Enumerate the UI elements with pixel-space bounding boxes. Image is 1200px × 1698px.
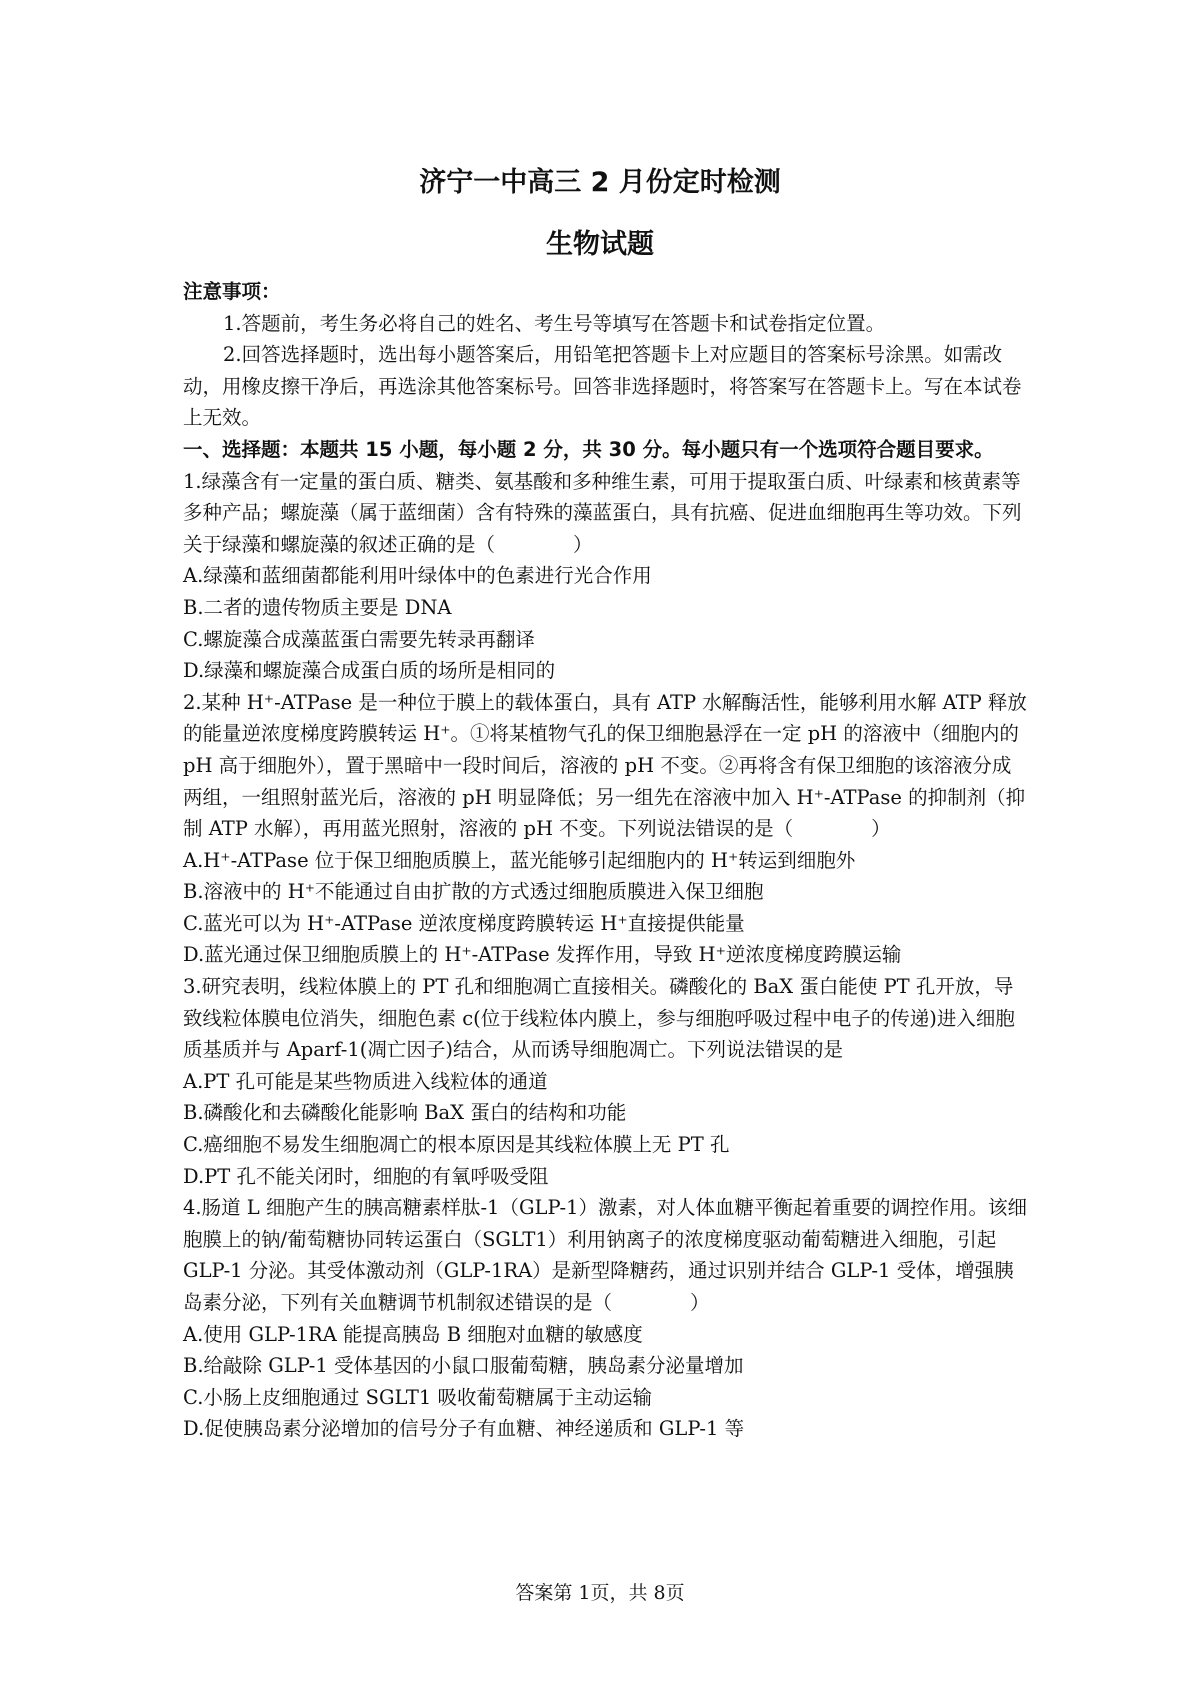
question-stem: 1.绿藻含有一定量的蛋白质、糖类、氨基酸和多种维生素，可用于提取蛋白质、叶绿素和核黄素等多种产品；螺旋藻（属于蓝细菌）含有特殊的藻蓝蛋白，具有抗癌、促进血细胞再生等功效。下列关于绿藻和螺旋藻的叙述正确的是（ ） xyxy=(183,469,1022,556)
notice-heading: 注意事项： xyxy=(183,280,281,303)
notice-item-2: 2.回答选择题时，选出每小题答案后，用铅笔把答题卡上对应题目的答案标号涂黑。如需改动，用橡皮擦干净后，再选涂其他答案标号。回答非选择题时，将答案写在答题卡上。写在本试卷上无效。 xyxy=(183,343,1022,430)
option-b: B.二者的遗传物质主要是 DNA xyxy=(183,595,452,619)
question-stem: 2.某种 H⁺-ATPase 是一种位于膜上的载体蛋白，具有 ATP 水解酶活性，能够利用水解 ATP 释放的能量逆浓度梯度跨膜转运 H⁺。①将某植物气孔的保卫细胞悬浮在一定 pH 的溶液中（细胞内的 pH 高于细胞外），置于黑暗中一段时间后，溶液的 pH 不变。②再将含有保卫细胞的该溶液分成两组，一组照射蓝光后，溶液的 pH 明显降低；另一组先在溶液中加入 H⁺-ATPase 的抑制剂（抑制 ATP 水解），再用蓝光照射，溶液的 pH 不变。下列说法错误的是（ ） xyxy=(183,690,1027,841)
section-heading: 一、选择题：本题共 15 小题，每小题 2 分，共 30 分。每小题只有一个选项符合题目要求。 xyxy=(183,437,994,461)
option-b: B.溶液中的 H⁺不能通过自由扩散的方式透过细胞质膜进入保卫细胞 xyxy=(183,880,764,904)
question-3 xyxy=(183,971,1028,1192)
option-a: A.使用 GLP-1RA 能提高胰岛 B 细胞对血糖的敏感度 xyxy=(183,1322,643,1346)
question-1 xyxy=(183,466,1028,687)
option-c: C.蓝光可以为 H⁺-ATPase 逆浓度梯度跨膜转运 H⁺直接提供能量 xyxy=(183,911,745,935)
question-4 xyxy=(183,1192,1028,1445)
option-b: B.磷酸化和去磷酸化能影响 BaX 蛋白的结构和功能 xyxy=(183,1101,627,1125)
option-b: B.给敲除 GLP-1 受体基因的小鼠口服葡萄糖，胰岛素分泌量增加 xyxy=(183,1354,744,1378)
exam-body xyxy=(183,276,1028,1445)
option-d: D.PT 孔不能关闭时，细胞的有氧呼吸受阻 xyxy=(183,1164,549,1188)
question-stem: 3.研究表明，线粒体膜上的 PT 孔和细胞凋亡直接相关。磷酸化的 BaX 蛋白能使 PT 孔开放，导致线粒体膜电位消失，细胞色素 c(位于线粒体内膜上，参与细胞呼吸过程中电子的传递)进入细胞质基质并与 Aparf-1(凋亡因子)结合，从而诱导细胞凋亡。下列说法错误的是 xyxy=(183,975,1015,1062)
option-a: A.PT 孔可能是某些物质进入线粒体的通道 xyxy=(183,1069,548,1093)
option-d: D.促使胰岛素分泌增加的信号分子有血糖、神经递质和 GLP-1 等 xyxy=(183,1417,745,1441)
page-subtitle: 生物试题 xyxy=(546,229,654,260)
page-number: 答案第 1页，共 8页 xyxy=(515,1582,685,1604)
option-d: D.蓝光通过保卫细胞质膜上的 H⁺-ATPase 发挥作用，导致 H⁺逆浓度梯度跨膜运输 xyxy=(183,943,902,967)
notice-item-1: 1.答题前，考生务必将自己的姓名、考生号等填写在答题卡和试卷指定位置。 xyxy=(223,311,886,335)
question-stem: 4.肠道 L 细胞产生的胰高糖素样肽-1（GLP-1）激素，对人体血糖平衡起着重要的调控作用。该细胞膜上的钠/葡萄糖协同转运蛋白（SGLT1）利用钠离子的浓度梯度驱动葡萄糖进入细胞，引起 GLP-1 分泌。其受体激动剂（GLP-1RA）是新型降糖药，通过识别并结合 GLP-1 受体，增强胰岛素分泌，下列有关血糖调节机制叙述错误的是（ ） xyxy=(183,1196,1028,1314)
option-c: C.小肠上皮细胞通过 SGLT1 吸收葡萄糖属于主动运输 xyxy=(183,1385,653,1409)
option-a: A.H⁺-ATPase 位于保卫细胞质膜上，蓝光能够引起细胞内的 H⁺转运到细胞外 xyxy=(183,848,856,872)
option-a: A.绿藻和蓝细菌都能利用叶绿体中的色素进行光合作用 xyxy=(183,564,652,588)
option-c: C.癌细胞不易发生细胞凋亡的根本原因是其线粒体膜上无 PT 孔 xyxy=(183,1133,730,1157)
option-c: C.螺旋藻合成藻蓝蛋白需要先转录再翻译 xyxy=(183,627,535,651)
question-2 xyxy=(183,687,1028,971)
option-d: D.绿藻和螺旋藻合成蛋白质的场所是相同的 xyxy=(183,659,556,683)
page-title: 济宁一中高三 2 月份定时检测 xyxy=(419,167,781,198)
